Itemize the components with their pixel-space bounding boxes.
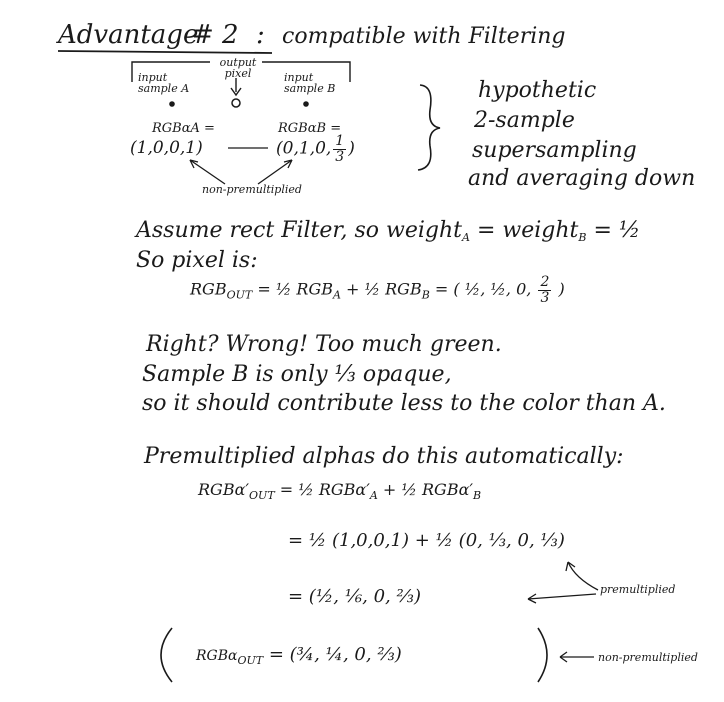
title-advantage: Advantage	[58, 20, 199, 50]
rgba-b-label: RGBαB =	[278, 121, 342, 136]
output-pixel-circle	[232, 99, 240, 107]
premult-lhs-sub: OUT	[249, 489, 275, 502]
assume-end: = ½	[586, 218, 641, 243]
assume-line2: So pixel is:	[136, 248, 258, 273]
eq1-r-den: 3	[540, 289, 550, 306]
title-colon: :	[256, 20, 265, 50]
side-note-1: hypothetic	[478, 78, 597, 103]
premult-plus: + ½ RGBα′	[377, 480, 474, 499]
line3-arrow	[528, 594, 596, 599]
eq1-r1: ½	[464, 279, 481, 299]
eq1-half-a: ½	[275, 279, 292, 299]
eq1-t2-sub: B	[421, 288, 430, 302]
premult-eq: = ½ RGBα′	[274, 480, 370, 499]
premult-heading: Premultiplied alphas do this automatically:	[144, 444, 624, 469]
final-line	[196, 646, 402, 666]
side-note-4: and averaging down	[468, 166, 696, 191]
eq1-lhs-sub: OUT	[226, 288, 253, 302]
side-note-3: supersampling	[472, 138, 637, 163]
non-premult-arrow-left	[190, 160, 225, 184]
premult-sub-a: A	[369, 489, 378, 502]
eq1-t2: RGB	[380, 279, 422, 299]
premult-lhs: RGBα′	[198, 480, 250, 499]
input-sample-b-label: input sample B	[284, 71, 336, 95]
value-a: (1,0,0,1)	[130, 138, 203, 158]
non-premultiplied-label: non-premultiplied	[202, 183, 302, 196]
assume-text: Assume rect Filter, so weight	[136, 218, 462, 243]
premult-eq-line3: = (½, ⅙, 0, ⅔)	[288, 586, 421, 607]
rgba-a-label: RGBαA =	[152, 121, 215, 136]
eq1-half-b: ½	[364, 279, 381, 299]
assume-mid: = weight	[469, 218, 579, 243]
curly-brace	[418, 85, 440, 170]
side-note-2: 2-sample	[474, 108, 575, 133]
assume-sub-a: A	[462, 231, 470, 244]
value-b-prefix: (0,1,0,	[276, 138, 332, 159]
sample-b-dot	[303, 101, 309, 107]
final-rhs: = (¾, ¼, 0, ⅔)	[263, 644, 402, 665]
right-line2: Sample B is only ⅓ opaque,	[142, 362, 452, 387]
title-number: # 2	[192, 20, 239, 50]
title-underline	[58, 51, 272, 53]
eq1-lhs: RGB	[190, 279, 227, 299]
premult-eq-line2: = ½ (1,0,0,1) + ½ (0, ⅓, 0, ⅓)	[288, 530, 565, 551]
right-line3: so it should contribute less to the color than A.	[142, 391, 666, 416]
input-sample-a-label: input sample A	[138, 71, 190, 95]
non-premultiplied-final-label: non-premultiplied	[598, 651, 698, 664]
title-rest: compatible with Filtering	[282, 24, 566, 49]
value-b	[276, 134, 355, 164]
eq1-plus: +	[340, 279, 365, 299]
premult-eq-line1	[198, 482, 481, 501]
premult-arrow	[568, 562, 598, 590]
eq1-eq: =	[252, 279, 276, 299]
eq1-res-close: )	[553, 279, 565, 299]
eq1-r2: , ½, 0,	[480, 279, 537, 299]
sample-a-dot	[169, 101, 175, 107]
eq1-t1-sub: A	[333, 288, 341, 302]
eq1-r-num: 2	[540, 274, 550, 290]
value-b-den: 3	[335, 148, 345, 165]
final-lhs-sub: OUT	[237, 654, 264, 667]
equation-1	[190, 275, 565, 305]
right-line1: Right? Wrong! Too much green.	[146, 332, 502, 357]
premultiplied-label: premultiplied	[600, 583, 676, 596]
value-b-fraction	[333, 134, 346, 164]
big-paren-right	[538, 628, 547, 682]
big-paren-left	[161, 628, 172, 682]
eq1-t1: RGB	[291, 279, 333, 299]
premult-sub-b: B	[473, 489, 482, 502]
assume-line1	[136, 220, 640, 243]
output-pixel-label: output pixel	[219, 56, 257, 80]
value-b-suffix: )	[348, 138, 355, 159]
final-lhs: RGBα	[196, 648, 238, 664]
eq1-res-open: = (	[429, 279, 465, 299]
value-b-num: 1	[335, 133, 345, 149]
assume-sub-b: B	[578, 231, 587, 244]
eq1-fraction	[538, 275, 551, 305]
